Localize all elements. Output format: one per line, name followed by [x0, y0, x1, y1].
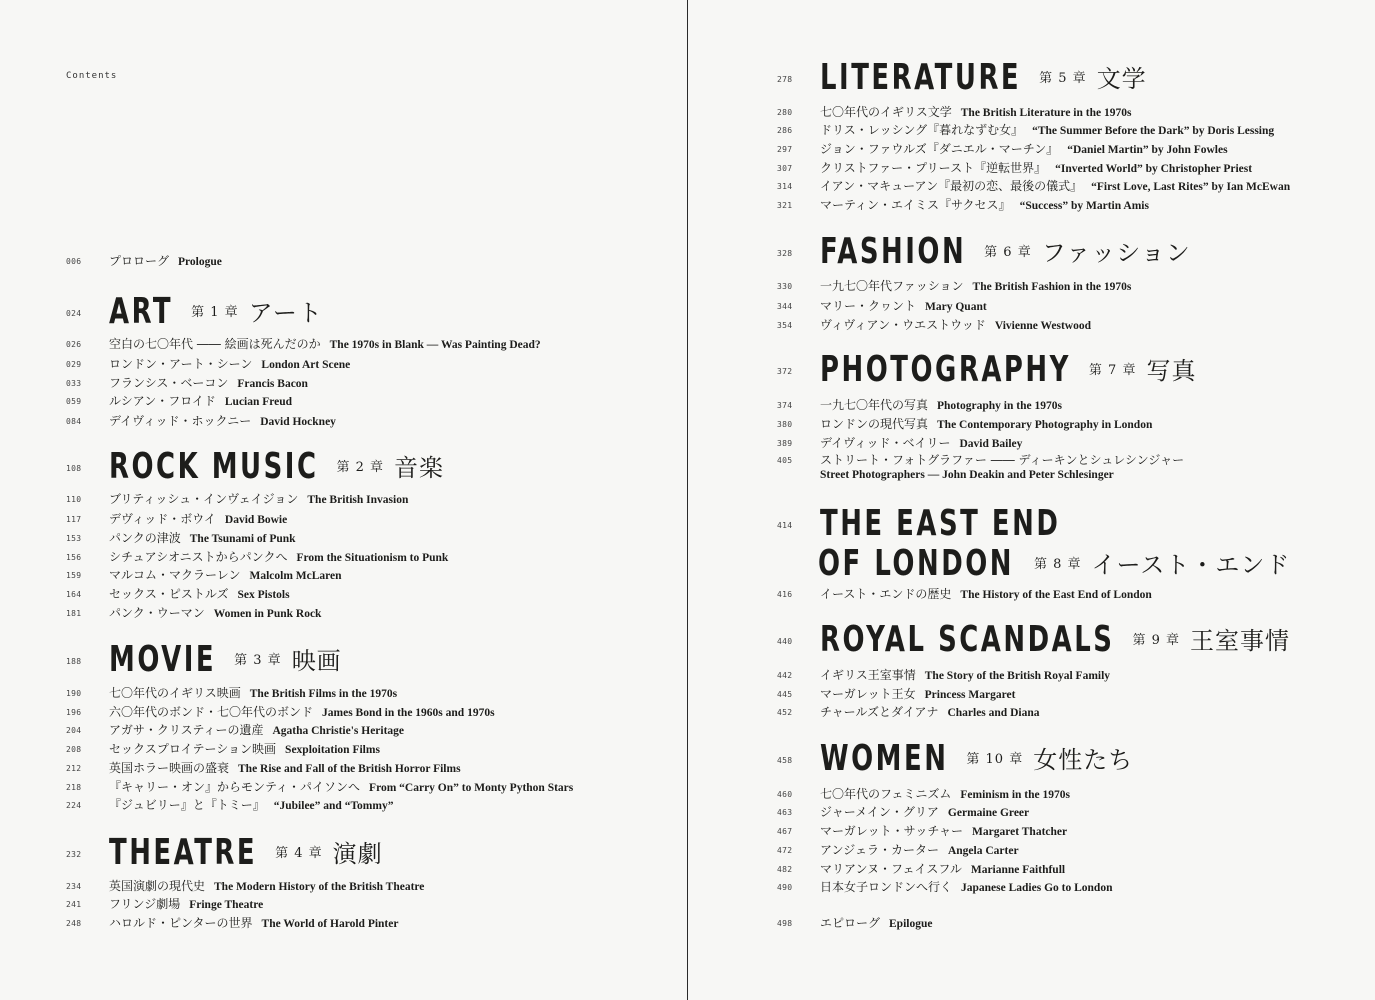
chapter-page-number: 328 — [777, 249, 793, 258]
entry-title-ja: マリー・クヮント — [820, 299, 917, 313]
page-number: 006 — [66, 257, 82, 266]
entry-title-en: Vivienne Westwood — [994, 320, 1092, 332]
page-number: 380 — [777, 420, 793, 429]
chapter-heading[interactable] — [777, 231, 1191, 272]
page-number: 212 — [66, 764, 82, 773]
entry-title-ja: フリンジ劇場 — [109, 897, 181, 911]
entry-title-en: From “Carry On” to Monty Python Stars — [369, 782, 574, 794]
entry-title-en: Fringe Theatre — [189, 899, 264, 911]
entry-title-ja: マーティン・エイミス『サクセス』 — [820, 198, 1011, 212]
entry-title-ja: ストリート・フォトグラファー ―― ディーキンとシュレシンジャー — [820, 453, 1185, 467]
chapter-title-en: THEATRE — [109, 832, 258, 873]
chapter-title-en: FASHION — [820, 231, 967, 272]
chapter-heading[interactable] — [66, 639, 342, 680]
entry-title-ja: アンジェラ・カーター — [820, 843, 939, 857]
toc-entry[interactable] — [777, 105, 1132, 120]
entry-title-ja: シチュアシオニストからパンクへ — [109, 550, 288, 564]
entry-title-en: Lucian Freud — [224, 396, 293, 408]
toc-entry[interactable] — [66, 916, 399, 931]
page-number: 033 — [66, 379, 82, 388]
chapter-label-group — [1039, 58, 1147, 99]
page-number: 416 — [777, 590, 793, 599]
chapter-heading[interactable] — [777, 738, 1134, 779]
toc-entry[interactable] — [66, 897, 264, 912]
toc-entry[interactable] — [66, 376, 308, 391]
chapter-title-ja: 文学 — [1096, 64, 1147, 93]
page-number: 280 — [777, 108, 793, 117]
chapter-title-ja: 写真 — [1146, 356, 1197, 385]
entry-title-ja: ジョン・ファウルズ『ダニエル・マーチン』 — [820, 142, 1059, 156]
page-number: 084 — [66, 417, 82, 426]
entry-title-ja: プロローグ — [109, 254, 170, 268]
chapter-heading[interactable] — [777, 503, 1291, 584]
toc-entry[interactable] — [66, 531, 296, 546]
page-number: 241 — [66, 900, 82, 909]
entry-title-ja: マルコム・マクラーレン — [109, 568, 241, 582]
chapter-number: 第 10 章 — [966, 751, 1024, 767]
chapter-title-ja: 音楽 — [394, 453, 445, 482]
chapter-number: 第 2 章 — [336, 459, 385, 475]
entry-title-ja: 『ジュビリー』と『トミー』 — [109, 798, 265, 812]
entry-title-en: “The Summer Before the Dark” by Doris Lessing — [1032, 125, 1275, 137]
toc-entry[interactable] — [66, 587, 290, 602]
entry-title-ja: 一九七〇年代の写真 — [820, 398, 929, 412]
entry-title-en: The Tsunami of Punk — [189, 533, 296, 545]
entry-title-ja: アガサ・クリスティーの遺産 — [109, 723, 264, 737]
toc-entry[interactable] — [777, 318, 1092, 333]
entry-title-en: Women in Punk Rock — [213, 608, 322, 620]
entry-title-ja: イギリス王室事情 — [820, 668, 916, 682]
entry-title-en: Malcolm McLaren — [249, 570, 342, 582]
chapter-title-en: PHOTOGRAPHY — [820, 349, 1071, 390]
chapter-page-number: 414 — [777, 521, 793, 530]
entry-title-ja: ロンドンの現代写真 — [820, 417, 929, 431]
chapter-page-number: 188 — [66, 657, 82, 666]
chapter-title-line — [109, 292, 198, 332]
entry-title-ja: ヴィヴィアン・ウエストウッド — [820, 318, 986, 332]
entry-title-ja: 七〇年代のフェミニズム — [820, 787, 952, 801]
toc-entry[interactable] — [66, 492, 409, 507]
chapter-label-group — [1089, 350, 1197, 391]
entry-title-ja: パンク・ウーマン — [109, 606, 205, 620]
toc-entry[interactable] — [777, 587, 1152, 602]
toc-entry[interactable] — [66, 568, 342, 583]
chapter-label-group — [191, 292, 323, 333]
entry-title-en: The 1970s in Blank — Was Painting Dead? — [329, 339, 541, 351]
toc-entry[interactable] — [777, 687, 1016, 702]
entry-title-ja: 日本女子ロンドンへ行く — [820, 880, 953, 894]
entry-title-ja: チャールズとダイアナ — [820, 705, 939, 719]
page-number: 344 — [777, 302, 793, 311]
entry-title-en: The British Fashion in the 1970s — [972, 281, 1132, 293]
toc-entry[interactable] — [777, 705, 1040, 720]
toc-entry[interactable] — [66, 357, 351, 372]
toc-entry[interactable] — [66, 780, 574, 795]
chapter-label-group — [234, 640, 342, 681]
entry-title-en: The World of Harold Pinter — [261, 918, 399, 930]
toc-entry[interactable] — [66, 512, 288, 527]
toc-entry[interactable] — [777, 179, 1291, 194]
entry-title-ja: 一九七〇年代ファッション — [820, 279, 964, 293]
page-number: 208 — [66, 745, 82, 754]
toc-entry[interactable] — [66, 761, 461, 776]
entry-title-ja: ジャーメイン・グリア — [820, 805, 939, 819]
page-number: 059 — [66, 397, 82, 406]
entry-title-en: Germaine Greer — [947, 807, 1030, 819]
chapter-heading[interactable] — [777, 619, 1290, 660]
chapter-number: 第 3 章 — [234, 652, 282, 668]
toc-entry[interactable] — [777, 398, 1062, 413]
chapter-label-group — [275, 833, 383, 874]
chapter-page-number: 372 — [777, 367, 793, 376]
page-number: 490 — [777, 883, 793, 892]
toc-entry[interactable] — [777, 436, 1023, 451]
entry-title-en: “Jubilee” and “Tommy” — [273, 800, 394, 812]
page-number: 307 — [777, 164, 793, 173]
entry-title-en: Margaret Thatcher — [972, 826, 1068, 838]
entry-title-en: Charles and Diana — [947, 707, 1040, 719]
page-number: 330 — [777, 282, 793, 291]
entry-title-ja: セックス・ピストルズ — [109, 587, 229, 601]
page-number: 159 — [66, 571, 82, 580]
chapter-label-group — [984, 232, 1191, 273]
entry-title-en: James Bond in the 1960s and 1970s — [322, 707, 495, 719]
entry-title-ja: マーガレット・サッチャー — [820, 824, 964, 838]
entry-title-en: London Art Scene — [261, 359, 351, 371]
chapter-title-en: WOMEN — [820, 738, 949, 779]
page-number: 190 — [66, 689, 82, 698]
toc-entry[interactable] — [777, 417, 1153, 432]
entry-title-en: From the Situationism to Punk — [296, 552, 449, 564]
chapter-number: 第 1 章 — [191, 304, 239, 320]
toc-entry[interactable] — [66, 414, 336, 429]
chapter-title-en: MOVIE — [109, 639, 217, 680]
page-number: 248 — [66, 919, 82, 928]
entry-title-en: Francis Bacon — [237, 378, 308, 390]
contents-label: Contents — [66, 71, 118, 81]
entry-title-en: The Modern History of the British Theatre — [214, 881, 425, 893]
chapter-heading[interactable] — [777, 349, 1197, 390]
chapter-heading[interactable] — [777, 57, 1147, 98]
page-number: 498 — [777, 919, 793, 928]
toc-entry[interactable] — [777, 198, 1149, 213]
page-number: 374 — [777, 401, 793, 410]
chapter-number: 第 9 章 — [1132, 632, 1180, 648]
entry-title-en: Angela Carter — [947, 845, 1019, 857]
chapter-label-group — [337, 447, 445, 488]
entry-title-en: David Bailey — [959, 438, 1023, 450]
entry-title-en: The Story of the British Royal Family — [924, 670, 1111, 682]
chapter-heading[interactable] — [66, 446, 445, 487]
toc-entry[interactable] — [777, 453, 1185, 482]
chapter-number: 第 5 章 — [1039, 70, 1087, 86]
entry-title-ja: 空白の七〇年代 ―― 絵画は死んだのか — [109, 337, 321, 351]
page-number: 460 — [777, 790, 793, 799]
toc-entry[interactable] — [777, 787, 1070, 802]
entry-title-ja: マーガレット王女 — [820, 687, 916, 701]
entry-title-ja: イアン・マキューアン『最初の恋、最後の儀式』 — [820, 179, 1083, 193]
page-number: 286 — [777, 126, 793, 135]
chapter-page-number: 440 — [777, 637, 793, 646]
toc-entry[interactable] — [66, 606, 322, 621]
toc-entry[interactable] — [66, 337, 541, 352]
page-number: 218 — [66, 783, 82, 792]
entry-title-ja: ルシアン・フロイド — [109, 394, 216, 408]
toc-entry[interactable] — [777, 824, 1068, 839]
toc-entry[interactable] — [777, 916, 933, 931]
entry-title-ja: イースト・エンドの歴史 — [820, 587, 952, 601]
entry-title-en: Feminism in the 1970s — [960, 789, 1070, 801]
entry-title-en: The British Films in the 1970s — [249, 688, 398, 700]
chapter-title-en: THE EAST END — [820, 503, 1061, 544]
chapter-title-en: ART — [109, 291, 174, 332]
page-number: 467 — [777, 827, 793, 836]
chapter-page-number: 278 — [777, 75, 793, 84]
entry-title-ja: 七〇年代のイギリス文学 — [820, 105, 952, 119]
entry-title-ja: ブリティッシュ・インヴェイジョン — [109, 492, 299, 506]
entry-title-en: Sex Pistols — [237, 589, 290, 601]
entry-title-en: Princess Margaret — [924, 689, 1016, 701]
entry-title-en: The British Literature in the 1970s — [960, 107, 1132, 119]
page-number: 164 — [66, 590, 82, 599]
chapter-title-ja: 映画 — [291, 646, 342, 675]
toc-entry[interactable] — [66, 254, 222, 269]
entry-title-en: Epilogue — [889, 918, 933, 930]
chapter-title-en: ROCK MUSIC — [109, 446, 319, 487]
entry-title-en: “Daniel Martin” by John Fowles — [1067, 144, 1228, 156]
page-number: 297 — [777, 145, 793, 154]
chapter-heading[interactable] — [66, 291, 323, 332]
toc-entry[interactable] — [66, 742, 380, 757]
entry-title-en: Marianne Faithfull — [970, 864, 1066, 876]
page-number: 117 — [66, 515, 82, 524]
chapter-number: 第 6 章 — [984, 244, 1032, 260]
toc-entry[interactable] — [777, 299, 987, 314]
page-number: 463 — [777, 808, 793, 817]
chapter-number: 第 7 章 — [1088, 362, 1137, 378]
toc-entry[interactable] — [66, 686, 398, 701]
page-number: 026 — [66, 340, 82, 349]
page-number: 389 — [777, 439, 793, 448]
entry-title-en: Japanese Ladies Go to London — [961, 882, 1113, 894]
chapter-page-number: 108 — [66, 464, 82, 473]
entry-title-en: “Inverted World” by Christopher Priest — [1055, 163, 1253, 175]
entry-title-en: The British Invasion — [307, 494, 409, 506]
page-number: 156 — [66, 553, 82, 562]
entry-title-en: Photography in the 1970s — [937, 400, 1062, 412]
entry-title-en: “Success” by Martin Amis — [1019, 200, 1149, 212]
entry-title-ja: セックスプロイテーション映画 — [109, 742, 277, 756]
chapter-title-ja: ファッション — [1041, 238, 1191, 267]
entry-title-en: Mary Quant — [925, 301, 987, 313]
toc-entry[interactable] — [66, 798, 394, 813]
entry-title-en: David Hockney — [260, 416, 336, 428]
entry-title-ja: 『キャリー・オン』からモンティ・パイソンへ — [109, 780, 361, 794]
entry-title-ja: マリアンヌ・フェイスフル — [820, 862, 962, 876]
page-number: 110 — [66, 495, 82, 504]
toc-entry[interactable] — [777, 843, 1019, 858]
page-number: 029 — [66, 360, 82, 369]
entry-title-ja: ハロルド・ピンターの世界 — [109, 916, 253, 930]
entry-title-ja: デヴィッド・ボウイ — [109, 512, 216, 526]
entry-title-en: David Bowie — [224, 514, 288, 526]
chapter-number: 第 4 章 — [275, 845, 323, 861]
entry-title-en: Prologue — [178, 256, 222, 268]
entry-title-ja: デイヴィッド・ホックニー — [109, 414, 252, 428]
toc-entry[interactable] — [777, 142, 1228, 157]
chapter-title-ja: イースト・エンド — [1091, 550, 1291, 579]
page-gutter-divider — [687, 0, 688, 1000]
entry-title-ja: ロンドン・アート・シーン — [109, 357, 253, 371]
page-number: 452 — [777, 708, 793, 717]
chapter-page-number: 024 — [66, 309, 82, 318]
chapter-title-ja: 演劇 — [332, 839, 383, 868]
entry-title-ja: 六〇年代のボンド・七〇年代のボンド — [109, 705, 314, 719]
page-number: 405 — [777, 456, 793, 465]
chapter-title-ja: 女性たち — [1033, 745, 1134, 774]
toc-entry[interactable] — [777, 161, 1253, 176]
toc-entry[interactable] — [777, 880, 1113, 895]
chapter-title-en: LITERATURE — [820, 57, 1022, 98]
chapter-label-group — [1034, 544, 1290, 585]
entry-title-ja: ドリス・レッシング『暮れなずむ女』 — [820, 123, 1024, 137]
entry-title-en: The History of the East End of London — [960, 589, 1152, 601]
toc-entry[interactable] — [777, 668, 1111, 683]
toc-entry[interactable] — [66, 705, 495, 720]
entry-subtitle-en: Street Photographers — John Deakin and Peter Schlesinger — [820, 469, 1114, 481]
toc-entry[interactable] — [777, 862, 1066, 877]
page-number: 445 — [777, 690, 793, 699]
entry-title-en: Agatha Christie's Heritage — [272, 725, 405, 737]
page-number: 204 — [66, 726, 82, 735]
entry-title-ja: 英国演劇の現代史 — [109, 879, 206, 893]
chapter-heading[interactable] — [66, 832, 383, 873]
page-number: 224 — [66, 801, 82, 810]
page-number: 321 — [777, 201, 793, 210]
chapter-number: 第 8 章 — [1034, 556, 1082, 572]
entry-title-en: Sexploitation Films — [285, 744, 380, 756]
entry-title-ja: パンクの津波 — [109, 531, 181, 545]
entry-title-en: The Rise and Fall of the British Horror Films — [238, 763, 461, 775]
chapter-page-number: 232 — [66, 850, 82, 859]
toc-entry[interactable] — [777, 279, 1132, 294]
entry-title-ja: フランシス・ベーコン — [109, 376, 229, 390]
toc-entry[interactable] — [777, 123, 1275, 138]
chapter-label-group — [966, 739, 1133, 780]
toc-entry[interactable] — [66, 394, 293, 409]
chapter-label-group — [1132, 620, 1290, 661]
chapter-title-en: ROYAL SCANDALS — [820, 619, 1115, 660]
page-number: 196 — [66, 708, 82, 717]
chapter-title-ja: アート — [248, 298, 323, 327]
toc-entry[interactable] — [66, 723, 405, 738]
entry-title-en: The Contemporary Photography in London — [937, 419, 1153, 431]
entry-title-ja: エピローグ — [820, 916, 881, 930]
entry-title-ja: クリストファー・プリースト『逆転世界』 — [820, 161, 1047, 175]
page-number: 472 — [777, 846, 793, 855]
toc-entry[interactable] — [777, 805, 1030, 820]
entry-title-ja: 英国ホラー映画の盛衰 — [109, 761, 230, 775]
chapter-title-ja: 王室事情 — [1189, 626, 1290, 655]
page-number: 482 — [777, 865, 793, 874]
entry-title-en: “First Love, Last Rites” by Ian McEwan — [1091, 181, 1291, 193]
page-number: 442 — [777, 671, 793, 680]
entry-title-ja: デイヴィッド・ベイリー — [820, 436, 951, 450]
toc-entry[interactable] — [66, 550, 449, 565]
toc-entry[interactable] — [66, 879, 425, 894]
entry-title-ja: 七〇年代のイギリス映画 — [109, 686, 241, 700]
chapter-title-en-line2: OF LONDON — [818, 543, 1015, 584]
page-number: 234 — [66, 882, 82, 891]
page-number: 181 — [66, 609, 82, 618]
page-number: 153 — [66, 534, 82, 543]
page-number: 354 — [777, 321, 793, 330]
page-number: 314 — [777, 182, 793, 191]
chapter-page-number: 458 — [777, 756, 793, 765]
